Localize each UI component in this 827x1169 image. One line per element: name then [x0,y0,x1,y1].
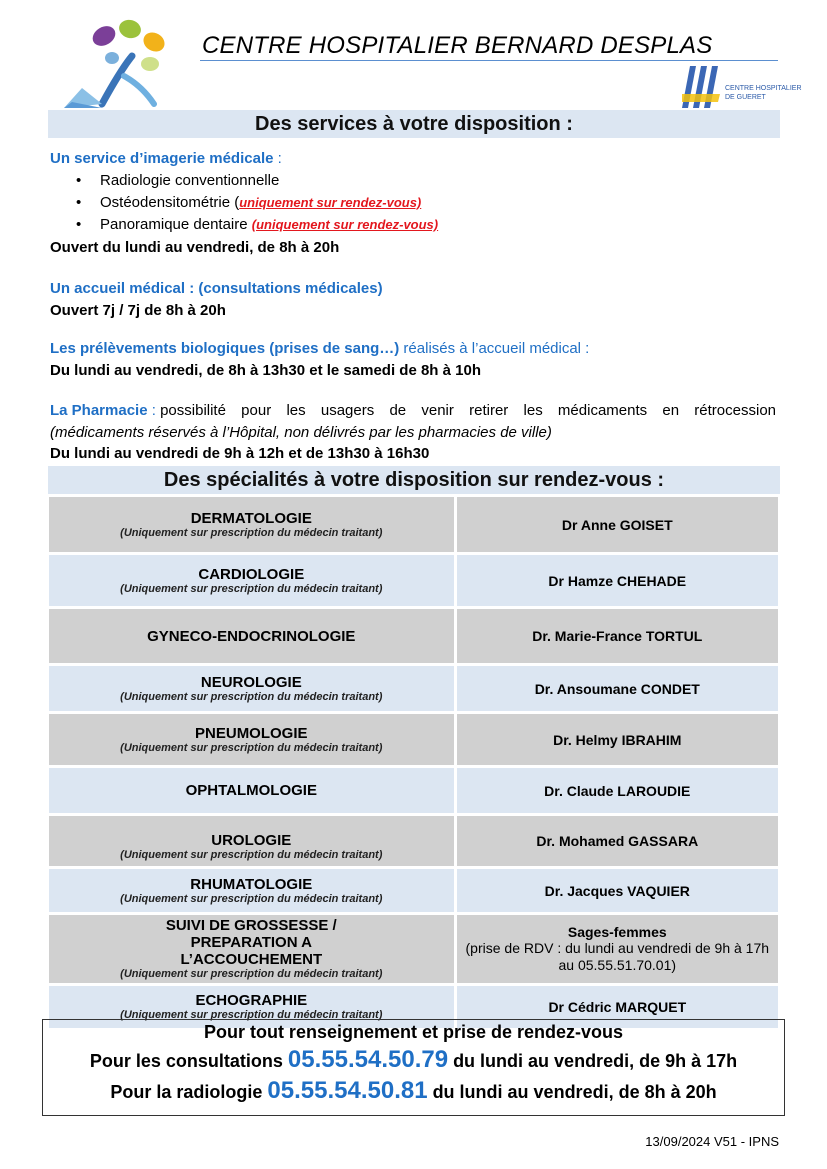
specialties-table [46,494,781,1031]
lab-title: Les prélèvements biologiques (prises de sang…) [50,340,400,357]
table-row [49,497,778,552]
specialty-name: ECHOGRAPHIE [195,992,308,1009]
specialty-cell [49,869,454,912]
partner-logo-text-2: DE GUERET [725,94,766,101]
table-row [49,816,778,866]
pharmacy-title: La Pharmacie [50,402,148,419]
bullet-icon: • [76,172,82,189]
specialty-name: CARDIOLOGIE [198,565,305,583]
pharmacy-heading [50,402,776,420]
lab-heading [50,340,589,358]
consultations-phone[interactable]: 05.55.54.50.79 [287,1046,449,1073]
table-row [49,915,778,983]
list-item: • Panoramique dentaire (uniquement sur rendez-vous) [50,214,438,236]
contact-title: Pour tout renseignement et prise de rendez-vous [203,1022,624,1042]
specialty-note: (Uniquement sur prescription du médecin traitant) [120,526,383,539]
partner-logo [682,66,802,108]
list-item: • Ostéodensitométrie (uniquement sur rendez-vous) [50,192,438,214]
specialty-name: PNEUMOLOGIE [195,724,308,742]
table-row [49,609,778,663]
doctor-cell: Dr Hamze CHEHADE [457,555,778,606]
doctor-cell: Dr Cédric MARQUET [457,986,778,1028]
specialty-cell [49,497,454,552]
specialty-note: (Uniquement sur prescription du médecin traitant) [120,1009,383,1021]
doctor-cell: Dr. Claude LAROUDIE [457,768,778,813]
imaging-hours: Ouvert du lundi au vendredi, de 8h à 20h [50,239,340,256]
imaging-title: Un service d’imagerie médicale [50,150,274,167]
medical-hours: Ouvert 7j / 7j de 8h à 20h [50,302,226,319]
specialty-name: NEUROLOGIE [200,673,302,691]
table-row [49,869,778,912]
specialty-name: UROLOGIE [211,832,292,849]
hospital-logo [62,16,172,111]
specialty-cell [49,666,454,711]
contact-radiology: Pour la radiologie 05.55.54.50.81 du lundi au vendredi, de 8h à 20h [110,1077,717,1104]
bullet-icon: • [76,216,82,233]
specialty-name: DERMATOLOGIE [190,509,312,527]
specialty-name: SUIVI DE GROSSESSE / PREPARATION A L’ACCOUCHEMENT [165,917,337,968]
contact-box [42,1019,785,1116]
services-heading: Des services à votre disposition : [48,110,780,138]
specialty-note: (Uniquement sur prescription du médecin traitant) [120,741,383,754]
doctor-cell: Dr. Marie-France TORTUL [457,609,778,663]
doctor-cell [457,915,778,983]
list-item: • Radiologie conventionnelle [50,170,438,192]
imaging-list [50,170,438,236]
specialty-cell [49,714,454,765]
doctor-cell: Dr. Mohamed GASSARA [457,816,778,866]
footer-version: 13/09/2024 V51 - IPNS [645,1134,779,1149]
partner-logo-text-1: CENTRE HOSPITALIER [725,85,802,92]
specialty-name: OPHTALMOLOGIE [185,782,317,799]
table-row [49,555,778,606]
specialty-cell [49,609,454,663]
specialty-name: RHUMATOLOGIE [190,875,313,893]
imaging-heading [50,150,282,168]
partner-logo-stripes-icon [682,66,724,108]
table-row [49,714,778,765]
specialty-note: (Uniquement sur prescription du médecin traitant) [120,892,383,905]
pharmacy-desc: possibilité pour les usagers de venir retirer les médicaments en rétrocession [160,402,776,419]
specialty-note: (Uniquement sur prescription du médecin traitant) [120,968,383,980]
pharmacy-hours: Du lundi au vendredi de 9h à 12h et de 13h30 à 16h30 [50,445,430,462]
bullet-icon: • [76,194,82,211]
lab-subtitle: réalisés à l’accueil médical : [399,340,590,357]
specialty-note: (Uniquement sur prescription du médecin traitant) [120,849,383,861]
imaging-colon: : [273,150,282,167]
doctor-cell: Dr. Jacques VAQUIER [457,869,778,912]
table-row [49,666,778,711]
specialty-cell [49,555,454,606]
pharmacy-sep: : [147,402,161,419]
contact-consultations: Pour les consultations 05.55.54.50.79 du lundi au vendredi, de 9h à 17h [89,1046,738,1073]
specialty-note: (Uniquement sur prescription du médecin traitant) [120,690,383,703]
doctor-cell: Dr Anne GOISET [457,497,778,552]
page-title: CENTRE HOSPITALIER BERNARD DESPLAS [202,32,713,59]
table-row [49,768,778,813]
doctor-cell: Dr. Helmy IBRAHIM [457,714,778,765]
pharmacy-note: (médicaments réservés à l’Hôpital, non délivrés par les pharmacies de ville) [50,424,552,441]
specialty-cell [49,915,454,983]
doctor-subtext: (prise de RDV : du lundi au vendredi de 9h à 17h au 05.55.51.70.01) [465,940,770,973]
doctor-name: Sages-femmes [567,924,667,940]
specialty-cell [49,768,454,813]
radiology-phone[interactable]: 05.55.54.50.81 [267,1077,428,1104]
lab-hours: Du lundi au vendredi, de 8h à 13h30 et le samedi de 8h à 10h [50,362,481,379]
doctor-cell: Dr. Ansoumane CONDET [457,666,778,711]
title-divider [200,60,778,61]
medical-heading: Un accueil médical : (consultations médicales) [50,280,383,297]
specialty-note: (Uniquement sur prescription du médecin traitant) [120,582,383,595]
specialty-name: GYNECO-ENDOCRINOLOGIE [147,627,356,645]
specialty-cell [49,816,454,866]
specialties-heading: Des spécialités à votre disposition sur rendez-vous : [48,466,780,494]
